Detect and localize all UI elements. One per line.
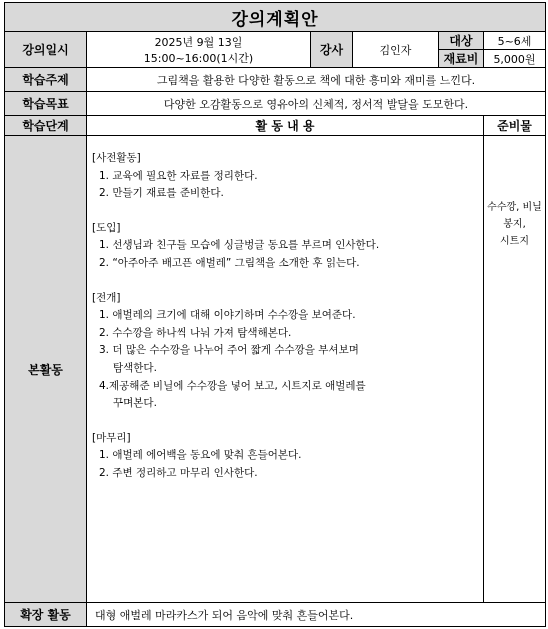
activity-item: 1. 선생님과 친구들 모습에 싱글벙글 동요를 부르며 인사한다. — [99, 239, 380, 252]
instructor-label: 강사 — [311, 32, 353, 68]
section-heading: [마무리] — [92, 431, 131, 444]
goal-label: 학습목표 — [5, 92, 87, 116]
activity-item: 1. 애벌레 에어백을 동요에 맞춰 흔들어본다. — [99, 449, 302, 462]
section-intro — [92, 220, 483, 273]
activity-item: 1. 애벌레의 크기에 대해 이야기하며 수수깡을 보여준다. — [99, 309, 356, 322]
supplies-line1: 수수깡, 비닐봉지, — [487, 202, 542, 230]
section-heading: [도입] — [92, 221, 121, 234]
activity-item-continued: 꾸며본다. — [113, 397, 157, 410]
goal-value: 다양한 오감활동으로 영유아의 신체적, 정서적 발달을 도모한다. — [87, 92, 546, 116]
activity-item: 3. 더 많은 수수깡을 나누어 주어 짧게 수수깡을 부셔보며 — [99, 344, 359, 357]
material-cost-value: 5,000원 — [484, 50, 546, 68]
activity-item: 1. 교육에 필요한 자료를 정리한다. — [99, 169, 258, 182]
activity-item: 2. 만들기 재료를 준비한다. — [99, 187, 224, 200]
target-label: 대상 — [439, 32, 484, 50]
supplies-cell — [484, 136, 546, 603]
activity-item: 2. 수수깡을 하나씩 나눠 가져 탐색해본다. — [99, 326, 292, 339]
activity-item: 4.제공해준 비닐에 수수깡을 넣어 보고, 시트지로 애벌레를 — [99, 379, 366, 392]
date-line1: 2025년 9월 13일 — [154, 35, 243, 49]
topic-value: 그림책을 활용한 다양한 활동으로 책에 대한 흥미와 재미를 느낀다. — [87, 68, 546, 92]
instructor-name: 김인자 — [353, 32, 439, 68]
extension-value: 대형 애벌레 마라카스가 되어 음악에 맞춰 흔들어본다. — [87, 603, 546, 627]
stage-column-header: 학습단계 — [5, 116, 87, 136]
section-closing — [92, 430, 483, 483]
activity-item: 2. 주변 정리하고 마무리 인사한다. — [99, 466, 258, 479]
supplies-line2: 시트지 — [500, 236, 529, 247]
document-title: 강의계획안 — [5, 3, 546, 32]
date-label: 강의일시 — [5, 32, 87, 68]
target-value: 5~6세 — [484, 32, 546, 50]
topic-label: 학습주제 — [5, 68, 87, 92]
supplies-column-header: 준비물 — [484, 116, 546, 136]
activity-item-continued: 탐색한다. — [113, 361, 157, 374]
section-heading: [사전활동] — [92, 152, 141, 164]
main-activity-label: 본활동 — [5, 136, 87, 603]
section-development — [92, 290, 483, 413]
date-line2: 15:00~16:00(1시간) — [143, 51, 254, 65]
extension-label: 확장 활동 — [5, 603, 87, 627]
section-heading: [전개] — [92, 291, 121, 304]
date-cell — [87, 32, 311, 68]
content-column-header: 활 동 내 용 — [87, 116, 484, 136]
activity-item: 2. “아주아주 배고픈 애벌레” 그림책을 소개한 후 읽는다. — [99, 256, 360, 269]
section-pre-activity — [92, 150, 483, 203]
lesson-plan-table — [4, 2, 546, 627]
activity-content — [87, 136, 484, 603]
material-cost-label: 재료비 — [439, 50, 484, 68]
